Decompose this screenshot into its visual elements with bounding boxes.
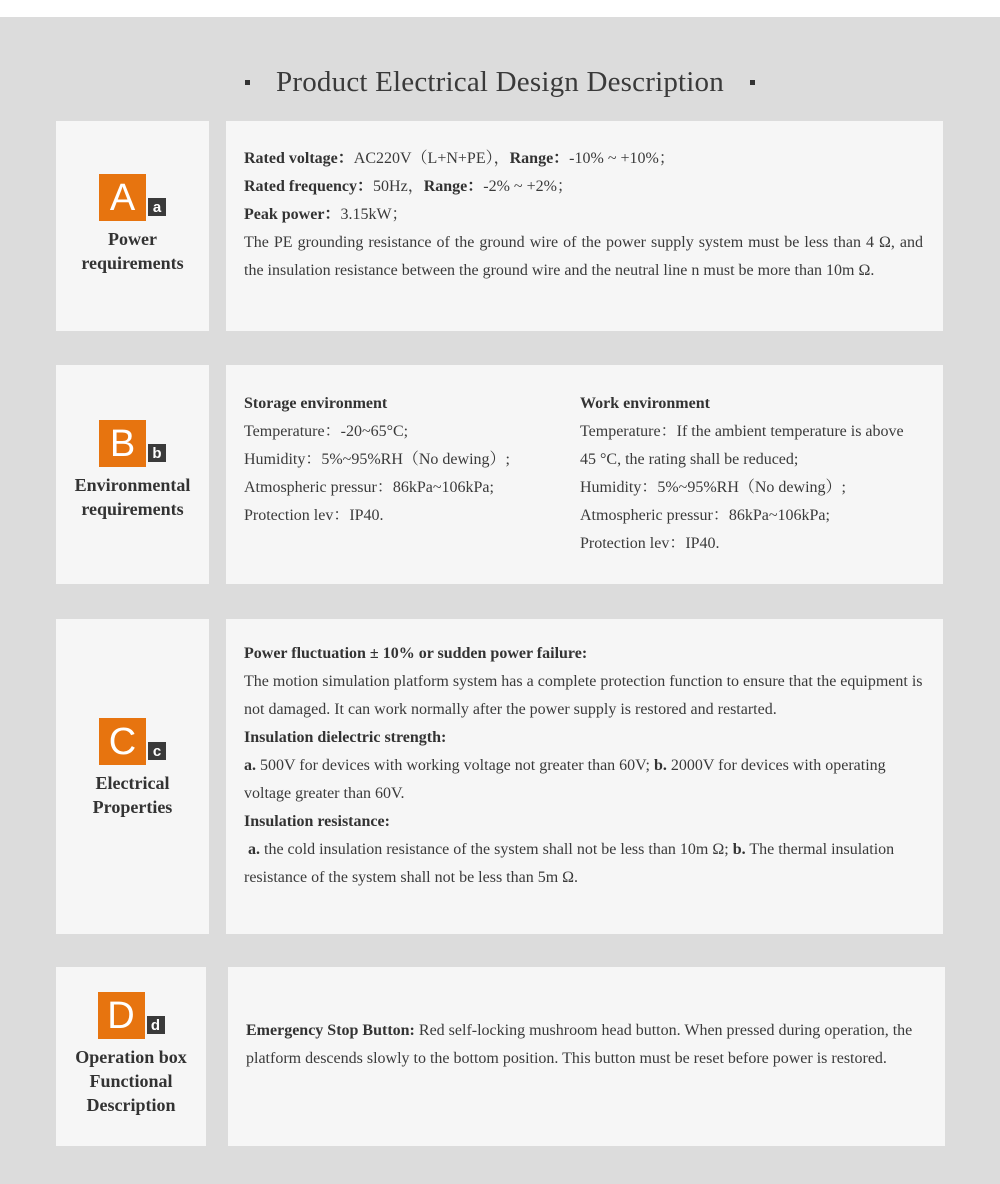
section-b-badge <box>99 420 166 467</box>
storage-pressure: Atmospheric pressur：86kPa~106kPa; <box>244 479 494 496</box>
work-environment <box>580 390 910 558</box>
section-b-label-card <box>56 365 209 584</box>
work-temperature: Temperature：If the ambient temperature is above 45 °C, the rating shall be reduced; <box>580 423 904 468</box>
work-humidity: Humidity：5%~95%RH（No dewing）; <box>580 479 846 496</box>
storage-heading: Storage environment <box>244 395 388 412</box>
dielectric-strength-heading: Insulation dielectric strength: <box>244 729 447 746</box>
dielectric-strength-text: a. 500V for devices with working voltage not greater than 60V; b. 2000V for devices with operating voltage greater than 60V. <box>244 757 886 802</box>
section-b-content <box>226 365 943 584</box>
section-c-title: Electrical Properties <box>92 773 173 817</box>
title-row <box>0 60 1000 104</box>
section-a-content <box>226 121 943 331</box>
work-heading: Work environment <box>580 395 710 412</box>
top-strip <box>0 0 1000 17</box>
power-fluctuation-text: The motion simulation platform system has a complete protection function to ensure that the equipment is not damaged. It can work normally after the power supply is restored and restarted. <box>244 673 923 718</box>
insulation-resistance-text: a. the cold insulation resistance of the system shall not be less than 10m Ω; b. The thermal insulation resistance of the system shall not be less than 5m Ω. <box>244 841 895 886</box>
section-c-badge <box>99 718 166 765</box>
section-d-title: Operation box Functional Description <box>75 1047 187 1115</box>
storage-protection: Protection lev：IP40. <box>244 507 384 524</box>
storage-humidity: Humidity：5%~95%RH（No dewing）; <box>244 451 510 468</box>
power-fluctuation-heading: Power fluctuation ± 10% or sudden power failure: <box>244 645 588 662</box>
section-a-title: Power requirements <box>81 229 184 273</box>
page-title: Product Electrical Design Description <box>276 65 724 98</box>
badge-letter-b: B <box>99 420 146 467</box>
work-protection: Protection lev：IP40. <box>580 535 720 552</box>
rated-voltage-line: Rated voltage：AC220V（L+N+PE），Range：-10% ~ +10%； <box>244 150 675 167</box>
section-a-label-card <box>56 121 209 331</box>
emergency-stop-text: Emergency Stop Button: Red self-locking mushroom head button. When pressed during operation, the platform descends slowly to the bottom position. This button must be reset before power is restored. <box>246 1022 913 1067</box>
environment-columns <box>244 390 923 558</box>
rated-frequency-line: Rated frequency：50Hz，Range：-2% ~ +2%； <box>244 178 573 195</box>
section-a-badge <box>99 174 166 221</box>
section-c-label-card <box>56 619 209 934</box>
badge-sub-a: a <box>148 198 166 216</box>
badge-sub-b: b <box>148 444 166 462</box>
badge-sub-c: c <box>148 742 166 760</box>
section-b-title: Environmental requirements <box>74 475 191 519</box>
grounding-paragraph: The PE grounding resistance of the ground wire of the power supply system must be less than 4 Ω, and the insulation resistance between the ground wire and the neutral line n must be more than 10m Ω. <box>244 234 923 279</box>
peak-power-line: Peak power：3.15kW； <box>244 206 408 223</box>
section-d-label-card <box>56 967 206 1146</box>
section-d-badge <box>98 992 165 1039</box>
title-bullet-right <box>750 80 755 85</box>
badge-letter-d: D <box>98 992 145 1039</box>
insulation-resistance-heading: Insulation resistance: <box>244 813 390 830</box>
badge-sub-d: d <box>147 1016 165 1034</box>
work-pressure: Atmospheric pressur：86kPa~106kPa; <box>580 507 830 524</box>
badge-letter-a: A <box>99 174 146 221</box>
badge-letter-c: C <box>99 718 146 765</box>
storage-environment <box>244 390 580 558</box>
section-d-content <box>228 967 945 1146</box>
storage-temperature: Temperature：-20~65°C; <box>244 423 409 440</box>
title-bullet-left <box>245 80 250 85</box>
section-c-content <box>226 619 943 934</box>
